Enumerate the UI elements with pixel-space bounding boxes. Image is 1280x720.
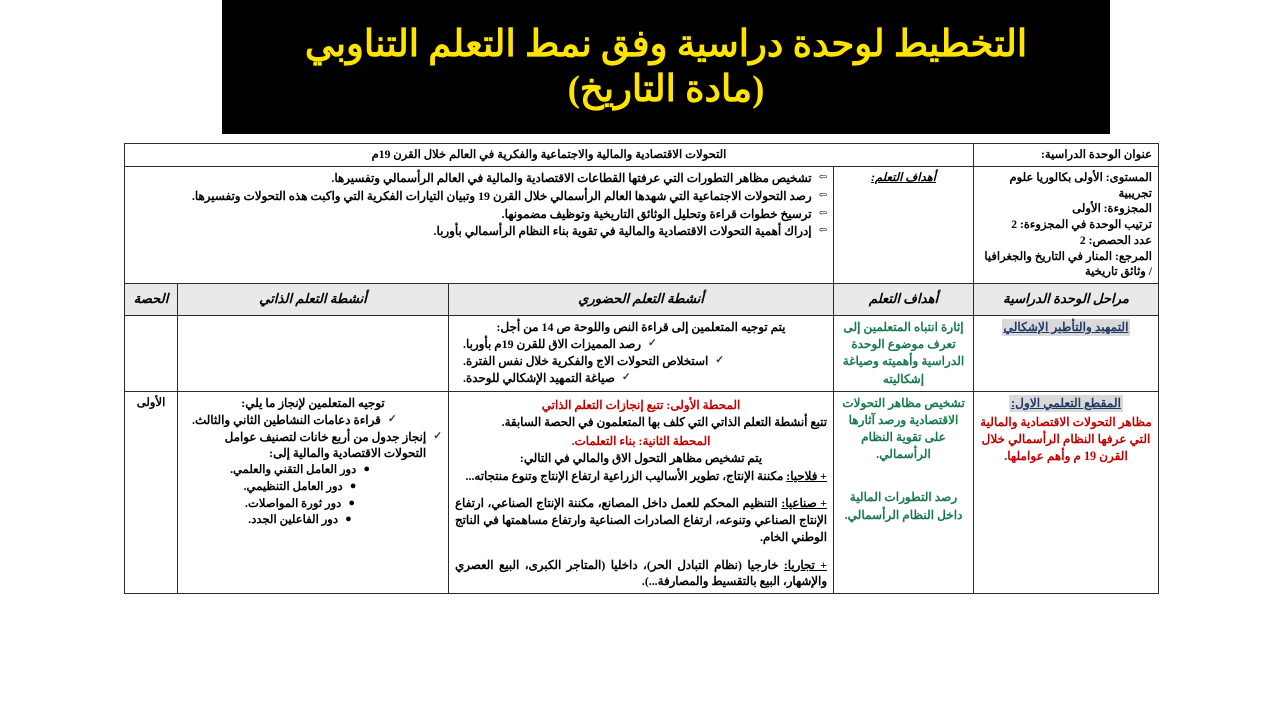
unit-meta-cell [974,166,1159,283]
objective-text: رصد التطورات المالية داخل النظام الرأسمالي. [844,490,963,522]
check-text: صياغة التمهيد الإشكالي للوحدة. [463,370,615,385]
meta-goals-row [125,166,1159,283]
goals-list-cell [125,166,834,283]
stage-title: التمهيد والتأطير الإشكالي [1002,319,1131,336]
dot-bullet-icon: ● [349,479,357,492]
check-icon: ✓ [433,430,443,442]
goal-text: إدراك أهمية التحولات الاقتصادية والمالية في تقوية بناء النظام الرأسمالي بأوربا. [433,224,812,239]
sector-label: + فلاحيا: [786,468,828,483]
self-learning-cell [178,316,449,392]
goal-text: رصد التحولات الاجتماعية التي شهدها العالم الرأسمالي خلال القرن 19 وتبيان التيارات الفكرية التي واكبت هذه التحولات وتفسيرها. [191,188,812,203]
sub-bullet-text: دور العامل التنظيمي. [243,479,343,493]
arrow-bullet-icon: ⇦ [818,225,828,237]
arrow-bullet-icon: ⇦ [818,189,828,201]
goals-label-cell [834,166,974,283]
stage-title: المقطع التعلمي الاول: [1009,395,1123,412]
sector-item [455,557,827,591]
meta-line: المجزوءة: الأولى [1072,202,1153,216]
goal-text: ترسيخ خطوات قراءة وتحليل الوثائق التاريخية وتوظيف مضمونها. [501,206,812,221]
sub-bullet-text: دور العامل التقني والعلمي. [230,462,357,476]
station-2-title: المحطة الثانية: بناء التعلمات. [571,433,711,448]
meta-line: عدد الحصص: 2 [1079,233,1153,247]
meta-line: المرجع: المنار في التاريخ والجغرافيا / وثائق تاريخية [984,249,1153,279]
check-text: قراءة دعامات النشاطين الثاني والثالث. [192,412,381,427]
presential-cell [449,391,834,593]
check-text: إنجاز جدول من أربع خانات لتصنيف عوامل التحولات الاقتصادية والمالية إلى: [224,429,427,461]
sector-label: + صناعيا: [781,496,828,511]
objective-text: تشخيص مظاهر التحولات الاقتصادية ورصد آثارها على تقوية النظام الرأسمالي. [842,395,965,462]
sub-bullet-item [184,479,442,496]
goal-item [131,206,827,223]
check-text: استخلاص التحولات الاج والفكرية خلال نفس الفترة. [463,353,709,368]
station-1-text: تتبع أنشطة التعلم الذاتي التي كلف بها المتعلمون في الحصة السابقة. [501,414,828,429]
check-item [184,412,442,429]
objective-text: إثارة انتباه المتعلمين إلى تعرف موضوع الوحدة الدراسية وأهميته وصياغة إشكاليته [842,320,965,386]
sub-bullet-item [184,512,442,529]
goal-text: تشخيص مظاهر التطورات التي عرفتها القطاعات الاقتصادية والمالية في العالم الرأسمالي وتفسيرها. [331,170,812,185]
goal-item [131,223,827,240]
self-learning-intro: توجيه المتعلمين لإنجاز ما يلي: [241,395,385,410]
check-icon: ✓ [387,413,397,425]
objectives-cell [834,391,974,593]
sector-text: التنظيم المحكم للعمل داخل المصانع، مكننة الإنتاج الصناعي، ارتفاع الإنتاج الصناعي وتنوعه، ارتفاع الصادرات الصناعية وارتفاع مساهمتها في الناتج الوطني الخام. [455,496,828,544]
sub-bullet-text: دور الفاعلين الجدد. [248,513,339,527]
check-item [455,353,827,370]
title-banner [222,0,1110,134]
column-header-presential: أنشطة التعلم الحضوري [449,284,834,316]
title-line-2: (مادة التاريخ) [567,69,765,110]
unit-title-row [125,144,1159,167]
presential-cell [449,316,834,392]
check-item [455,336,827,353]
sub-bullet-item [184,462,442,479]
table-header-row [125,284,1159,316]
sub-bullet-text: دور ثورة المواصلات. [245,496,342,510]
sector-text: خارجيا (نظام التبادل الحر)، داخليا (المتاجر الكبرى، البيع العصري والإشهار، البيع بالتقسيط والمصارفة...). [455,557,828,589]
goal-item [131,188,827,205]
lesson-plan-table [124,143,1159,594]
goal-item [131,170,827,187]
sector-text: مكننة الإنتاج، تطوير الأساليب الزراعية ارتفاع الإنتاج وتنوع منتجاته... [465,468,784,483]
goals-label: أهداف التعلم: [871,170,936,184]
check-item [184,429,442,462]
sector-item [455,468,827,485]
sub-bullet-item [184,496,442,513]
arrow-bullet-icon: ⇦ [818,171,828,183]
session-cell: الأولى [125,391,178,593]
arrow-bullet-icon: ⇦ [818,207,828,219]
unit-title-value: التحولات الاقتصادية والمالية والاجتماعية والفكرية في العالم خلال القرن 19م [125,144,974,167]
check-icon: ✓ [715,354,725,366]
table-row [125,391,1159,593]
objectives-cell [834,316,974,392]
column-header-self-learning: أنشطة التعلم الذاتي [178,284,449,316]
column-header-stages: مراحل الوحدة الدراسية [974,284,1159,316]
dot-bullet-icon: ● [363,462,370,475]
unit-title-label: عنوان الوحدة الدراسية: [974,144,1159,167]
meta-line: ترتيب الوحدة في المجزوءة: 2 [1011,218,1153,232]
table-row [125,316,1159,392]
check-item [455,370,827,387]
check-text: رصد المميزات الاق للقرن 19م بأوربا. [463,337,642,352]
sector-label: + تجاريا: [783,557,828,572]
stage-cell [974,316,1159,392]
column-header-session: الحصة [125,284,178,316]
check-icon: ✓ [648,338,657,350]
self-learning-cell [178,391,449,593]
presential-intro: يتم توجيه المتعلمين إلى قراءة النص واللوحة ص 14 من أجل: [496,320,786,335]
stage-body: مظاهر التحولات الاقتصادية والمالية التي عرفها النظام الرأسمالي خلال القرن 19 م وأهم عواملها. [980,414,1152,464]
station-2-intro: يتم تشخيص مظاهر التحول الاق والمالي في التالي: [519,450,763,465]
stage-cell [974,391,1159,593]
title-line-1: التخطيط لوحدة دراسية وفق نمط التعلم التناوبي [304,23,1028,65]
sector-item [455,495,827,545]
page-bottom-crop [0,669,1280,720]
dot-bullet-icon: ● [345,513,352,526]
dot-bullet-icon: ● [348,496,355,509]
session-cell [125,316,178,392]
meta-line: المستوى: الأولى بكالوريا علوم تجريبية [1009,170,1153,200]
column-header-objectives: أهداف التعلم [834,284,974,316]
station-1-title: المحطة الأولى: تتبع إنجازات التعلم الذاتي [541,397,741,412]
check-icon: ✓ [621,371,631,383]
